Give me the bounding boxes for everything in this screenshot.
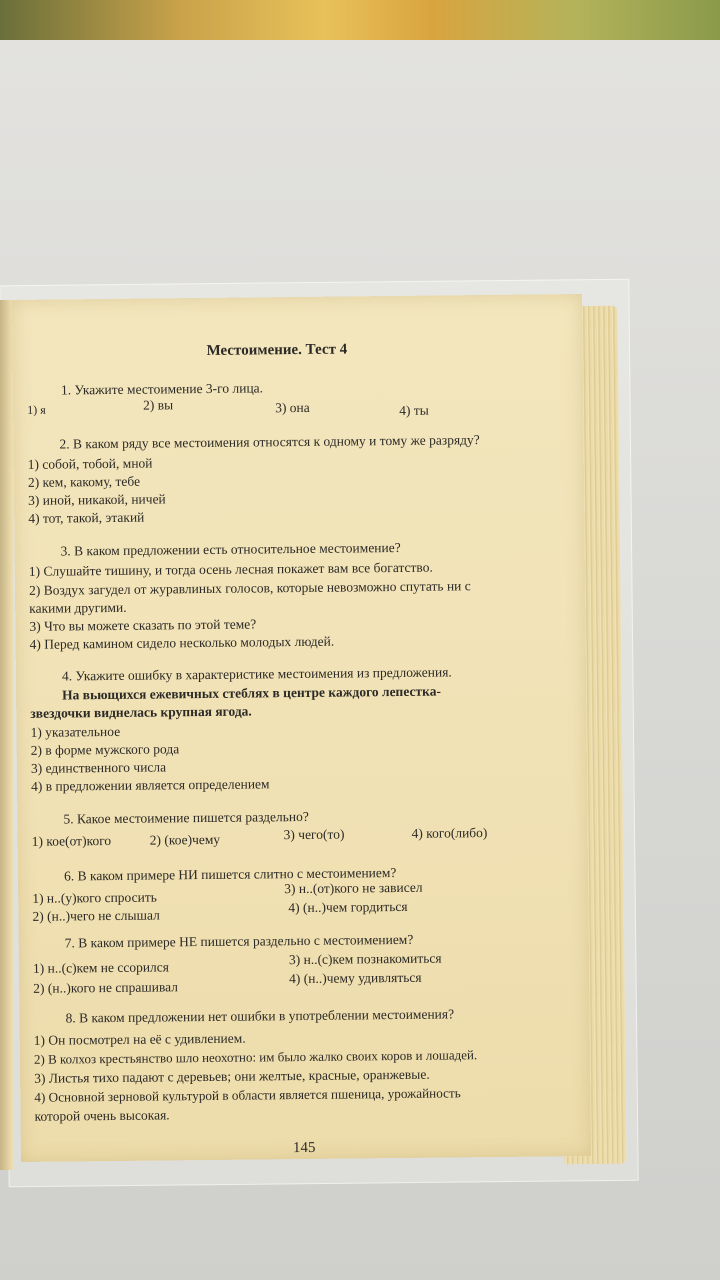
q1-answer-4: 4) ты	[399, 402, 429, 418]
question-1: 1. Укажите местоимение 3-го лица.	[60, 380, 264, 398]
q4-answer-4: 4) в предложении является определением	[31, 776, 270, 794]
book-page	[12, 294, 591, 1162]
q4-answer-3: 3) единственного числа	[30, 759, 167, 776]
q7-answer-4: 4) (н..)чему удивляться	[289, 969, 422, 987]
question-5: 5. Какое местоимение пишется раздельно?	[63, 808, 309, 827]
q5-answer-3: 3) чего(то)	[283, 826, 345, 843]
q5-answer-1: 1) кое(от)кого	[31, 832, 112, 849]
q2-answer-4: 4) тот, такой, этакий	[28, 509, 145, 526]
q7-answer-3: 3) н..(с)кем познакомиться	[288, 950, 442, 968]
q6-answer-2: 2) (н..)чего не слышал	[32, 907, 160, 924]
q1-answer-2: 2) вы	[143, 397, 174, 413]
q3-answer-3: 3) Что вы можете сказать по этой теме?	[29, 616, 257, 634]
question-6: 6. В каком примере НИ пишется слитно с местоимением?	[63, 865, 397, 884]
test-title: Местоимение. Тест 4	[206, 341, 348, 359]
q3-answer-2-cont: какими другими.	[29, 599, 127, 616]
q4-answer-1: 1) указательное	[30, 723, 121, 740]
q5-answer-2: 2) (кое)чему	[149, 831, 221, 848]
q1-answer-3: 3) она	[275, 399, 310, 416]
q4-sentence-line-2: звездочки виднелась крупная ягода.	[30, 703, 252, 721]
q3-answer-2: 2) Воздух загудел от журавлиных голосов, которые невозможно спутать ни с	[28, 578, 471, 598]
q8-answer-2: 2) В колхоз крестьянство шло неохотно: им было жалко своих коров и лошадей.	[33, 1047, 478, 1067]
q6-answer-3: 3) н..(от)кого не зависел	[284, 879, 423, 897]
q7-answer-2: 2) (н..)кого не спрашивал	[33, 979, 179, 996]
q8-answer-4: 4) Основной зерновой культурой в области является пшеница, урожайность	[34, 1085, 461, 1105]
q7-answer-1: 1) н..(с)кем не ссорился	[32, 959, 170, 976]
q5-answer-4: 4) кого(либо)	[411, 825, 488, 841]
q8-answer-3: 3) Листья тихо падают с деревьев; они желтые, красные, оранжевые.	[34, 1066, 430, 1086]
question-2: 2. В каком ряду все местоимения относятся к одному и тому же разряду?	[59, 432, 480, 452]
page-number: 145	[292, 1139, 316, 1157]
q1-answer-1: 1) я	[27, 402, 46, 417]
q2-answer-2: 2) кем, какому, тебе	[27, 473, 141, 490]
q3-answer-1: 1) Слушайте тишину, и тогда осень лесная покажет вам все богатство.	[28, 559, 433, 579]
question-4: 4. Укажите ошибку в характеристике местоимения из предложения.	[61, 664, 452, 684]
question-8: 8. В каком предложении нет ошибки в употреблении местоимения?	[65, 1006, 455, 1026]
q4-sentence-line-1: На вьющихся ежевичных стеблях в центре каждого лепестка-	[62, 683, 441, 703]
q2-answer-1: 1) собой, тобой, мной	[27, 455, 153, 472]
question-7: 7. В каком примере НЕ пишется раздельно с местоимением?	[64, 931, 414, 951]
question-3: 3. В каком предложении есть относительное местоимение?	[60, 539, 401, 559]
q6-answer-1: 1) н..(у)кого спросить	[32, 889, 157, 906]
q3-answer-4: 4) Перед камином сидело несколько молодых людей.	[29, 633, 335, 652]
q8-answer-4-cont: которой очень высокая.	[34, 1107, 170, 1124]
book-spine-edge	[0, 300, 14, 1170]
q2-answer-3: 3) иной, никакой, ничей	[28, 491, 166, 508]
q8-answer-1: 1) Он посмотрел на её с удивлением.	[33, 1030, 246, 1048]
q6-answer-4: 4) (н..)чем гордиться	[288, 898, 408, 916]
q4-answer-2: 2) в форме мужского рода	[30, 741, 180, 758]
